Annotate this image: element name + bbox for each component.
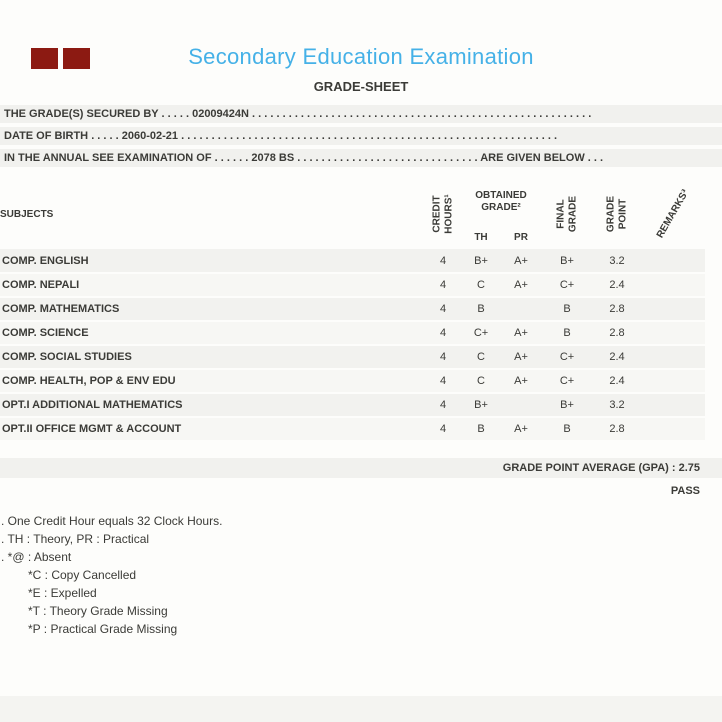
footnote-line: *C : Copy Cancelled <box>28 568 137 582</box>
table-header <box>0 179 705 249</box>
footnote-line: *T : Theory Grade Missing <box>28 604 168 618</box>
grade-point-cell: 3.2 <box>609 399 625 411</box>
column-header-pr: PR <box>514 231 528 243</box>
site-logo-block-left <box>31 48 58 69</box>
credit-hours-cell: 4 <box>439 423 447 435</box>
final-grade-cell: B <box>563 327 571 339</box>
remarks-cell <box>641 297 705 321</box>
remarks-cell <box>641 393 705 417</box>
pr-grade-cell <box>501 393 541 417</box>
th-grade-cell: B+ <box>474 254 488 267</box>
pr-grade-cell: A+ <box>514 279 528 291</box>
info-label: THE GRADE(S) SECURED BY <box>4 108 159 120</box>
th-grade-cell: B+ <box>474 399 488 411</box>
info-suffix: ARE GIVEN BELOW . . . <box>480 152 604 164</box>
credit-hours-cell: 4 <box>439 254 447 267</box>
grade-point-cell: 2.8 <box>609 327 625 339</box>
remarks-cell <box>641 345 705 369</box>
footnote-line: . One Credit Hour equals 32 Clock Hours. <box>1 514 223 528</box>
remarks-cell <box>641 249 705 273</box>
final-grade-cell: C+ <box>559 279 575 291</box>
table-row <box>0 393 705 417</box>
info-line-symbol-number <box>0 105 722 123</box>
grade-point-cell: 2.4 <box>609 351 625 363</box>
subject-cell: COMP. ENGLISH <box>2 254 89 267</box>
grade-point-cell: 3.2 <box>609 254 625 267</box>
subject-cell: COMP. SCIENCE <box>2 327 89 339</box>
grade-point-rotated-label: GRADE POINT <box>605 195 628 233</box>
dot-leader: . . . . . . <box>214 152 249 164</box>
pr-grade-cell: A+ <box>514 254 528 267</box>
subject-cell: COMP. SOCIAL STUDIES <box>2 351 132 363</box>
grade-sheet-heading: GRADE-SHEET <box>313 79 409 94</box>
subject-cell: OPT.I ADDITIONAL MATHEMATICS <box>2 399 183 411</box>
credit-hours-cell: 4 <box>439 303 447 315</box>
final-grade-cell: C+ <box>559 351 575 363</box>
credit-hours-rotated-label: CREDIT HOURS¹ <box>431 194 454 234</box>
gpa-value-text: GRADE POINT AVERAGE (GPA) : 2.75 <box>502 462 700 474</box>
credit-hours-cell: 4 <box>439 279 447 291</box>
table-row <box>0 417 705 441</box>
footnote-line: *E : Expelled <box>28 586 97 600</box>
dot-leader: . . . . . . . . . . . . . . . . . . . . . . . . . . . . . . . . . . . . . . . . . . . . . . . . . . . . . . . . <box>252 108 592 120</box>
footnote-line: . *@ : Absent <box>1 550 72 564</box>
column-header-subjects: SUBJECTS <box>0 208 54 220</box>
table-body <box>0 249 705 441</box>
pr-grade-cell: A+ <box>514 423 528 435</box>
pr-grade-cell: A+ <box>514 351 528 363</box>
table-row <box>0 321 705 345</box>
pr-grade-cell <box>501 297 541 321</box>
th-grade-cell: B <box>477 423 485 435</box>
remarks-cell <box>641 369 705 393</box>
grades-table <box>0 179 705 442</box>
column-header-grade-point <box>593 179 641 249</box>
footnotes <box>0 512 722 638</box>
grade-point-cell: 2.4 <box>609 375 625 387</box>
th-grade-cell: C+ <box>473 327 489 339</box>
grade-point-cell: 2.8 <box>609 303 625 315</box>
remarks-cell <box>641 273 705 297</box>
th-grade-cell: C <box>477 375 485 387</box>
credit-hours-cell: 4 <box>439 399 447 411</box>
grade-point-cell: 2.4 <box>609 279 625 291</box>
subject-cell: COMP. NEPALI <box>2 279 80 291</box>
page-title: Secondary Education Examination <box>188 44 534 69</box>
gpa-summary-bar <box>0 458 722 478</box>
final-grade-cell: B <box>563 303 571 315</box>
table-row <box>0 249 705 273</box>
obtained-grade-label: OBTAINED GRADE² <box>475 189 527 213</box>
table-row <box>0 297 705 321</box>
th-grade-cell: C <box>477 351 485 363</box>
final-grade-cell: B+ <box>560 399 574 411</box>
table-row <box>0 273 705 297</box>
credit-hours-cell: 4 <box>439 351 447 363</box>
credit-hours-cell: 4 <box>439 327 447 339</box>
info-line-date-of-birth <box>0 127 722 145</box>
exam-year-value: 2078 BS <box>251 152 295 164</box>
result-status: PASS <box>670 485 700 497</box>
grade-point-cell: 2.8 <box>609 423 625 435</box>
th-grade-cell: B <box>477 303 485 315</box>
table-row <box>0 369 705 393</box>
dot-leader: . . . . . <box>161 108 190 120</box>
info-label: IN THE ANNUAL SEE EXAMINATION OF <box>4 152 212 164</box>
footnote-line: . TH : Theory, PR : Practical <box>1 532 150 546</box>
dot-leader: . . . . . . . . . . . . . . . . . . . . . . . . . . . . . . <box>297 152 478 164</box>
symbol-number-value: 02009424N <box>192 108 249 120</box>
pr-grade-cell: A+ <box>514 375 528 387</box>
final-grade-cell: B+ <box>560 254 574 267</box>
site-logo-block-right <box>63 48 90 69</box>
footer-band <box>0 696 722 722</box>
column-header-credit-hours <box>425 179 461 249</box>
final-grade-rotated-label: FINAL GRADE <box>555 195 578 233</box>
grade-sheet-page <box>0 44 722 638</box>
th-grade-cell: C <box>477 279 485 291</box>
date-of-birth-value: 2060-02-21 <box>121 130 179 142</box>
pr-grade-cell: A+ <box>514 327 528 339</box>
column-header-obtained-grade <box>461 179 541 225</box>
final-grade-cell: B <box>563 423 571 435</box>
subject-cell: OPT.II OFFICE MGMT & ACCOUNT <box>2 423 182 435</box>
column-header-final-grade <box>541 179 593 249</box>
info-label: DATE OF BIRTH <box>4 130 89 142</box>
footnote-line: *P : Practical Grade Missing <box>28 622 178 636</box>
credit-hours-cell: 4 <box>439 375 447 387</box>
column-header-th: TH <box>474 231 488 243</box>
remarks-cell <box>641 417 705 441</box>
candidate-info <box>0 105 722 167</box>
remarks-slanted-label: REMARKS³ <box>654 187 692 241</box>
subject-cell: COMP. MATHEMATICS <box>2 303 120 315</box>
info-line-exam-year <box>0 149 722 167</box>
final-grade-cell: C+ <box>559 375 575 387</box>
subject-cell: COMP. HEALTH, POP & ENV EDU <box>2 375 176 387</box>
column-header-remarks <box>641 179 705 249</box>
dot-leader: . . . . . <box>91 130 119 142</box>
table-row <box>0 345 705 369</box>
dot-leader: . . . . . . . . . . . . . . . . . . . . . . . . . . . . . . . . . . . . . . . . . . . . . . . . . . . . . . . . . . . . . . <box>181 130 558 142</box>
remarks-cell <box>641 321 705 345</box>
